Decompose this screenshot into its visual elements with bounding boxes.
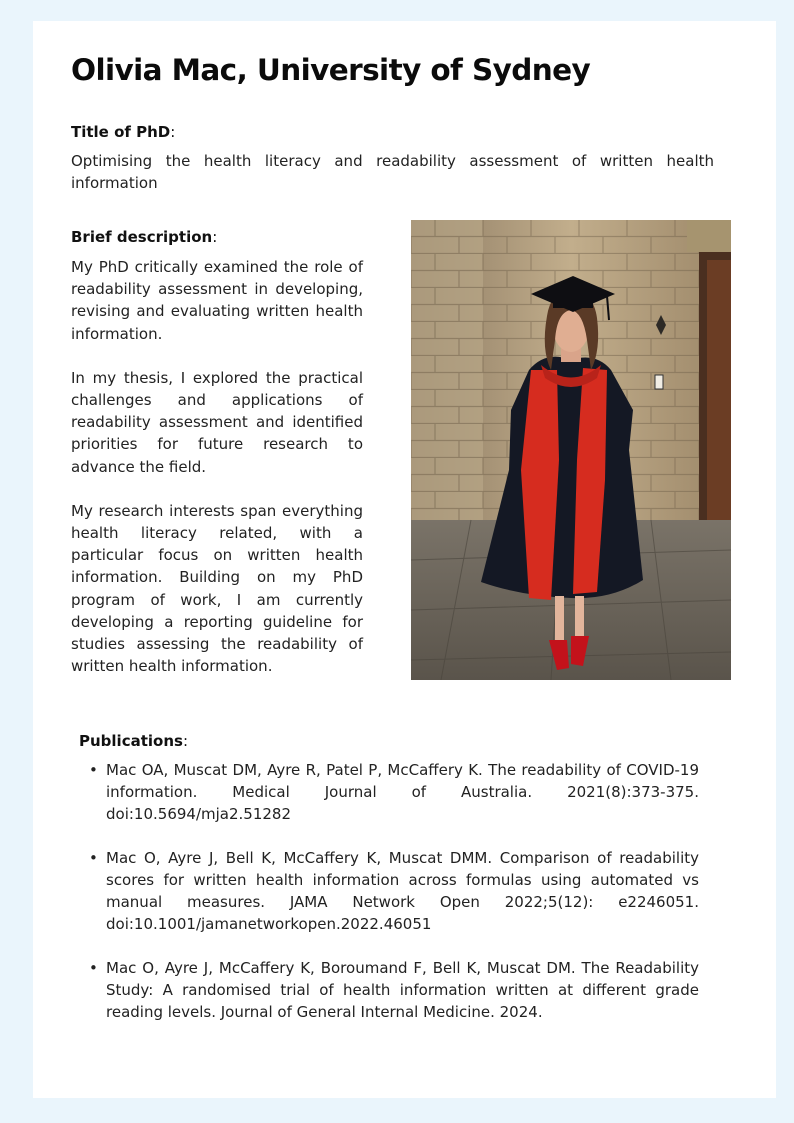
phd-title-colon: : xyxy=(170,123,176,141)
publication-text: Mac OA, Muscat DM, Ayre R, Patel P, McCaffery K. The readability of COVID-19 information. Medical Journal of Australia. 2021(8):373-375. doi:10.5694/mja2.51282 xyxy=(106,761,699,823)
publications-list xyxy=(79,759,699,1045)
publication-text: Mac O, Ayre J, Bell K, McCaffery K, Muscat DMM. Comparison of readability scores for written health information across formulas using automated vs manual measures. JAMA Network Open 2022;5(12): e2246051. doi:10.1001/jamanetworkopen.2022.46051 xyxy=(106,849,699,933)
description-paragraph-1: My PhD critically examined the role of readability assessment in developing, revising and evaluating written health information. xyxy=(71,258,363,343)
brief-description-colon: : xyxy=(212,228,218,246)
publications-label: Publications xyxy=(79,732,183,750)
brief-description xyxy=(71,256,363,699)
document-page xyxy=(33,21,776,1098)
publications-colon: : xyxy=(182,732,188,750)
brief-description-label: Brief description xyxy=(71,228,213,246)
publication-item xyxy=(79,957,699,1023)
page-title: Olivia Mac, University of Sydney xyxy=(71,53,591,87)
description-paragraph-2: In my thesis, I explored the practical challenges and applications of readability assessment and identified priorities for future research to advance the field. xyxy=(71,368,363,476)
publications-heading xyxy=(79,732,188,750)
publication-text: Mac O, Ayre J, McCaffery K, Boroumand F, Bell K, Muscat DM. The Readability Study: A randomised trial of health information written at different grade reading levels. Journal of General Internal Medicine. 2024. xyxy=(106,959,699,1021)
phd-title-label: Title of PhD xyxy=(71,123,171,141)
bullet-icon: • xyxy=(89,959,98,977)
publication-item xyxy=(79,847,699,935)
brief-description-heading xyxy=(71,228,217,246)
bullet-icon: • xyxy=(89,849,98,867)
phd-title-text: Optimising the health literacy and readability assessment of written health information xyxy=(71,152,714,193)
publication-item xyxy=(79,759,699,825)
description-paragraph-3: My research interests span everything health literacy related, with a particular focus on written health information. Building on my PhD program of work, I am currently developing a reporting guideline for studies assessing the readability of written health information. xyxy=(71,501,363,676)
bullet-icon: • xyxy=(89,761,98,779)
graduation-photo xyxy=(411,220,731,680)
phd-title-heading xyxy=(71,123,175,141)
